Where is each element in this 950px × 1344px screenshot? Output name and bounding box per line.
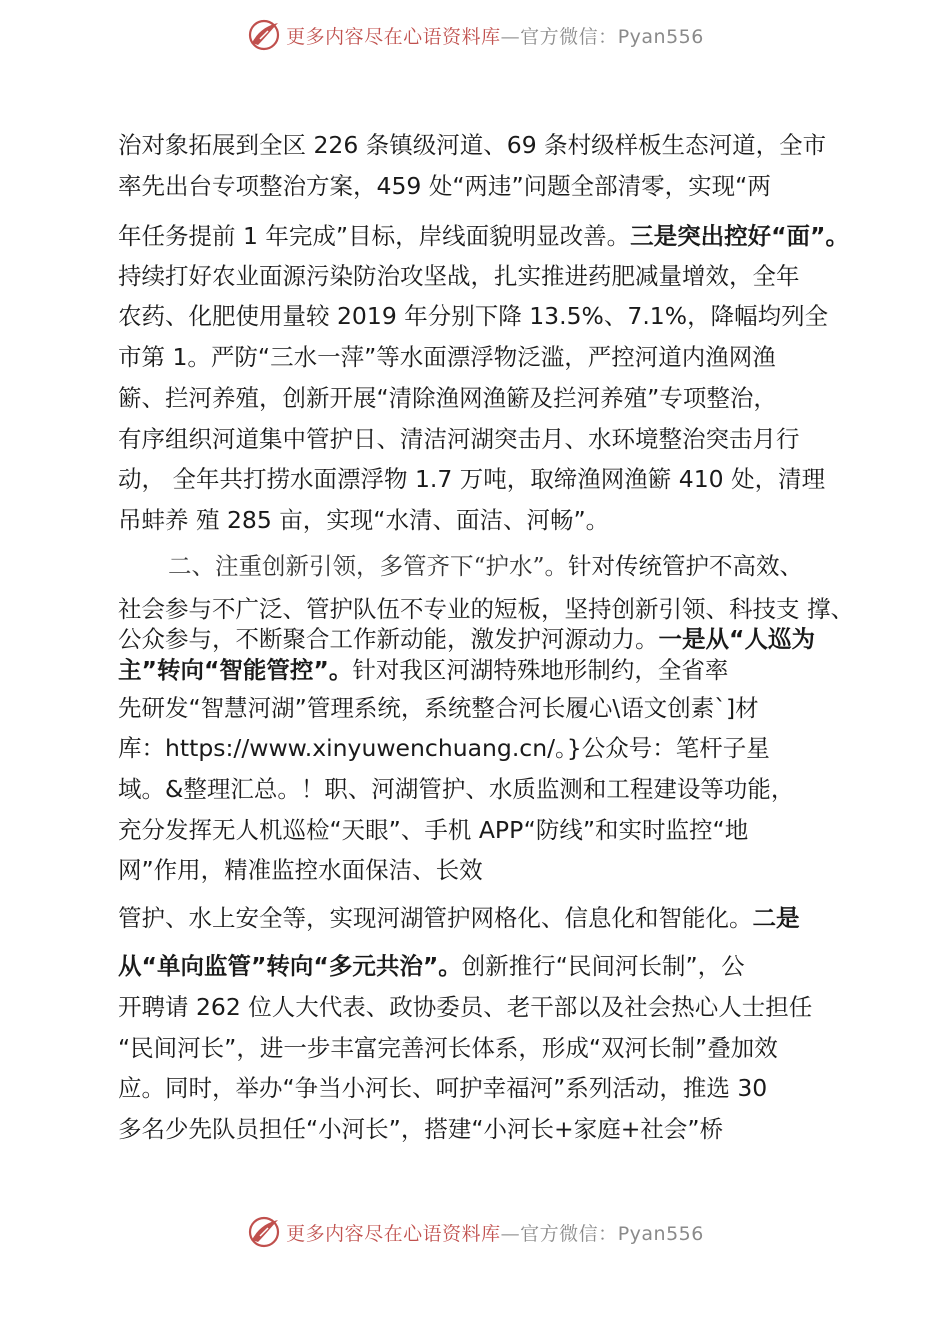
- body-line-10: 吊蚌养 殖 285 亩，实现“水清、面洁、河畅”。: [118, 506, 610, 534]
- header-brand: 更多内容尽在心语资料库: [286, 25, 501, 48]
- body-line-3-text: 年任务提前 1 年完成”目标，岸线面貌明显改善。: [118, 222, 631, 250]
- body-line-4: 持续打好农业面源污染防治攻坚战，扎实推进药肥减量增效，全年: [118, 262, 800, 290]
- body-line-13-bold: 一是从“人巡为: [658, 625, 815, 653]
- brush-pen-logo-icon: [246, 1214, 282, 1250]
- body-line-21-bold: 从“单向监管”转向“多元共治”。: [118, 952, 462, 980]
- header-text: [286, 22, 704, 49]
- footer-separator: —: [500, 1222, 521, 1245]
- section-heading: 二、注重创新引领，多管齐下“护水”。: [168, 552, 569, 580]
- header-banner: [0, 15, 950, 55]
- body-line-20-text: 管护、水上安全等，实现河湖管护网格化、信息化和智能化。: [118, 904, 753, 932]
- body-line-17: 域。&整理汇总。！职、河湖管护、水质监测和工程建设等功能，: [118, 775, 795, 803]
- brush-pen-logo-icon: [246, 17, 282, 53]
- body-line-1: 治对象拓展到全区 226 条镇级河道、69 条村级样板生态河道，全市: [118, 131, 827, 159]
- body-line-22: 开聘请 262 位人大代表、政协委员、老干部以及社会热心人士担任: [118, 993, 813, 1021]
- body-line-5: 农药、化肥使用量较 2019 年分别下降 13.5%、7.1%，降幅均列全: [118, 302, 829, 330]
- body-line-23: “民间河长”，进一步丰富完善河长体系，形成“双河长制”叠加效: [118, 1034, 778, 1062]
- body-line-21-text: 创新推行“民间河长制”，公: [461, 952, 745, 980]
- body-line-9: 动， 全年共打捞水面漂浮物 1.7 万吨，取缔渔网渔簖 410 处，清理: [118, 465, 826, 493]
- footer-brand: 更多内容尽在心语资料库: [286, 1222, 501, 1245]
- header-separator: —: [500, 25, 521, 48]
- body-line-7: 簖、拦河养殖，创新开展“清除渔网渔簖及拦河养殖”专项整治，: [118, 384, 777, 412]
- footer-text: [286, 1219, 704, 1246]
- body-line-16: 库：https://www.xinyuwenchuang.cn/。}公众号：笔杆子星: [118, 734, 770, 762]
- body-line-14-text: 针对我区河湖特殊地形制约，全省率: [352, 656, 729, 684]
- body-line-6: 市第 1。严防“三水一萍”等水面漂浮物泛滥，严控河道内渔网渔: [118, 343, 776, 371]
- body-line-20-bold: 二是: [752, 904, 800, 932]
- header-wechat-label: 官方微信：: [520, 25, 618, 48]
- body-line-21: [118, 951, 878, 981]
- body-line-13-text: 公众参与，不断聚合工作新动能，激发护河源动力。: [118, 625, 659, 653]
- body-line-11: [118, 551, 928, 581]
- body-line-25: 多名少先队员担任“小河长”，搭建“小河长+家庭+社会”桥: [118, 1115, 724, 1143]
- body-line-8: 有序组织河道集中管护日、清洁河湖突击月、水环境整治突击月行: [118, 425, 800, 453]
- footer-banner: [0, 1212, 950, 1252]
- body-line-18: 充分发挥无人机巡检“天眼”、手机 APP“防线”和实时监控“地: [118, 816, 749, 844]
- body-line-3: [118, 221, 878, 251]
- body-line-20: [118, 903, 878, 933]
- body-line-14: [118, 655, 878, 685]
- body-line-14-bold: 主”转向“智能管控”。: [118, 656, 353, 684]
- body-line-13: [118, 624, 878, 654]
- body-line-11-text: 针对传统管护不高效、: [568, 552, 804, 580]
- body-line-24: 应。同时，举办“争当小河长、呵护幸福河”系列活动，推选 30: [118, 1074, 768, 1102]
- body-line-3-bold: 三是突出控好“面”。: [630, 222, 849, 250]
- body-line-2: 率先出台专项整治方案，459 处“两违”问题全部清零，实现“两: [118, 172, 771, 200]
- footer-account: Pyan556: [617, 1222, 704, 1245]
- body-line-12: 社会参与不广泛、管护队伍不专业的短板，坚持创新引领、科技支 撑、: [118, 595, 854, 623]
- body-line-15: 先研发“智慧河湖”管理系统，系统整合河长履心\语文创素`]材: [118, 694, 759, 722]
- footer-wechat-label: 官方微信：: [520, 1222, 618, 1245]
- body-line-19: 网”作用，精准监控水面保洁、长效: [118, 856, 483, 884]
- header-account: Pyan556: [617, 25, 704, 48]
